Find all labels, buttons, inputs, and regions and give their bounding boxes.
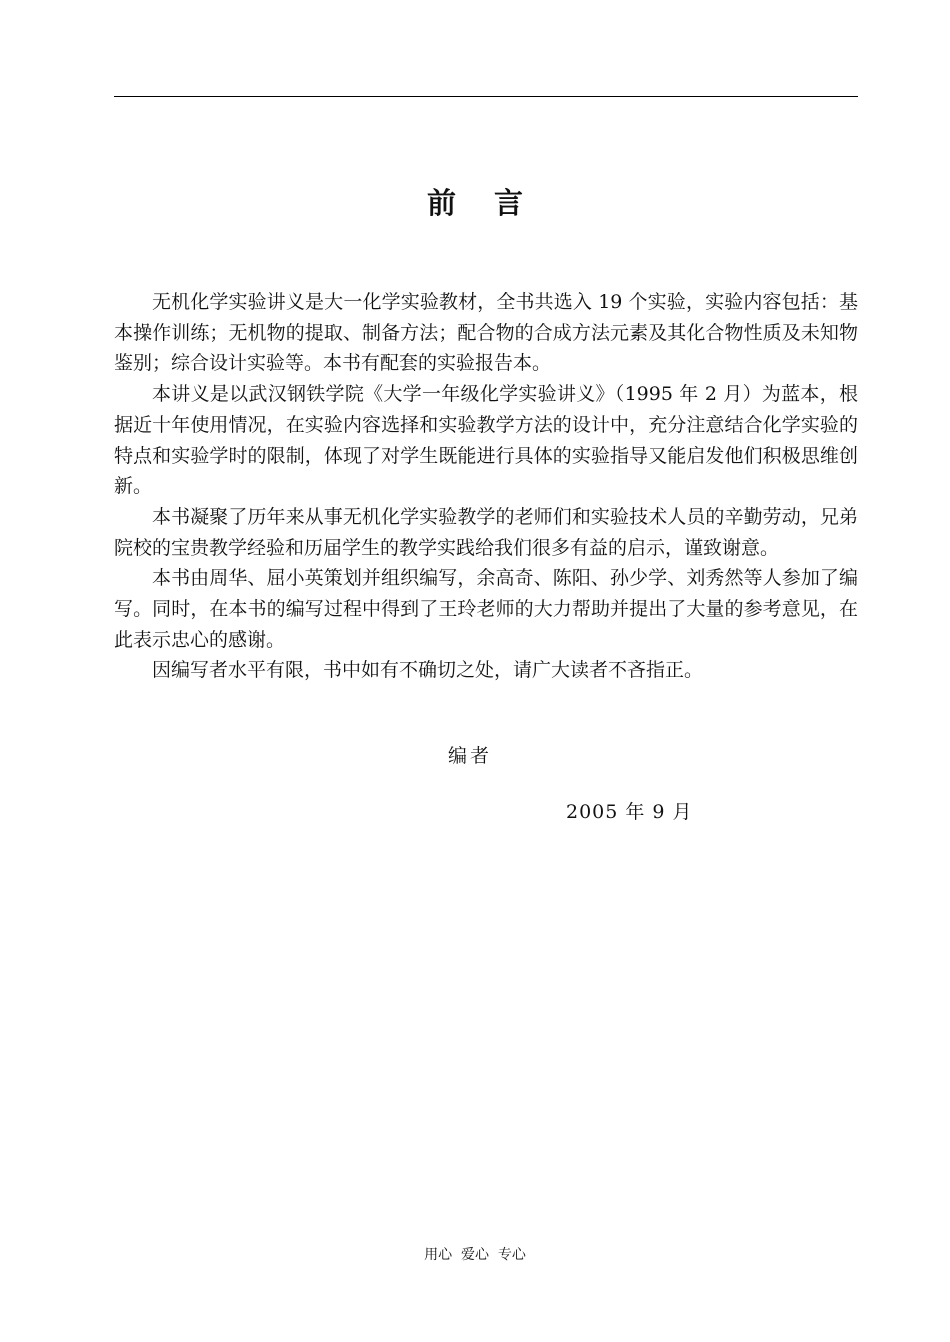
paragraph: 无机化学实验讲义是大一化学实验教材，全书共选入 19 个实验，实验内容包括：基本操作训练；无机物的提取、制备方法；配合物的合成方法元素及其化合物性质及未知物鉴别；综合设计实验等。本书有配套的实验报告本。 xyxy=(114,291,858,375)
header-rule xyxy=(114,96,858,97)
page-footer: 用心 爱心 专心 xyxy=(424,1247,526,1263)
paragraph: 本讲义是以武汉钢铁学院《大学一年级化学实验讲义》（1995 年 2 月）为蓝本，根据近十年使用情况，在实验内容选择和实验教学方法的设计中，充分注意结合化学实验的特点和实验学时的限制，体现了对学生既能进行具体的实验指导又能启发他们积极思维创新。 xyxy=(114,383,858,498)
paragraph: 因编写者水平有限，书中如有不确切之处，请广大读者不吝指正。 xyxy=(152,659,704,682)
author-signature: 编者 xyxy=(448,745,493,767)
page-title: 前 言 xyxy=(426,186,538,220)
publication-date: 2005 年 9 月 xyxy=(566,801,693,823)
paragraph: 本书由周华、屈小英策划并组织编写，余高奇、陈阳、孙少学、刘秀然等人参加了编写。同时，在本书的编写过程中得到了王玲老师的大力帮助并提出了大量的参考意见，在此表示忠心的感谢。 xyxy=(114,567,858,651)
preface-body xyxy=(114,287,858,686)
paragraph: 本书凝聚了历年来从事无机化学实验教学的老师们和实验技术人员的辛勤劳动，兄弟院校的宝贵教学经验和历届学生的教学实践给我们很多有益的启示，谨致谢意。 xyxy=(114,505,858,559)
